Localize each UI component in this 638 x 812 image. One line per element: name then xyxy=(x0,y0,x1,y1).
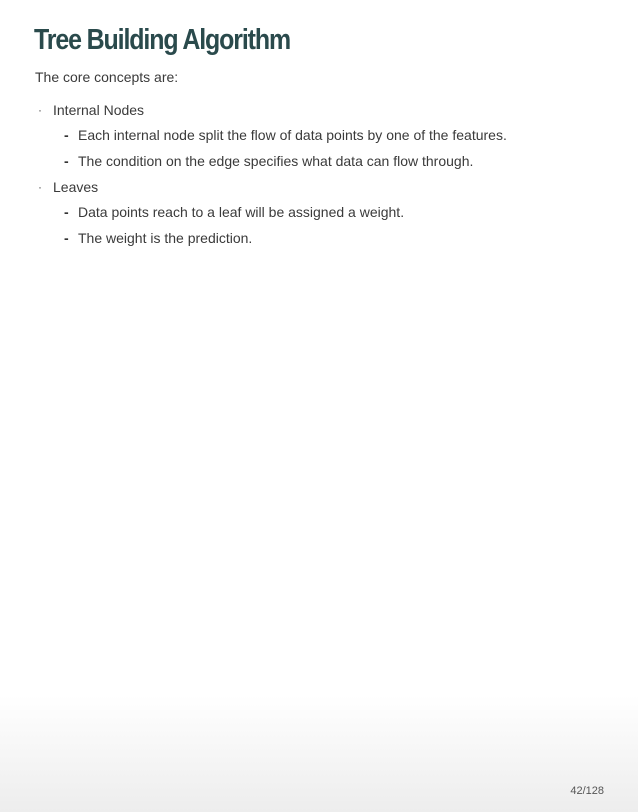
slide-title: Tree Building Algorithm xyxy=(34,24,291,56)
bullet-icon: · xyxy=(38,180,42,194)
dash-icon: - xyxy=(64,230,69,246)
page-number: 42/128 xyxy=(570,785,604,797)
dash-icon: - xyxy=(64,204,69,220)
sub-list-item-label: The weight is the prediction. xyxy=(78,230,253,246)
intro-text: The core concepts are: xyxy=(35,69,179,85)
list-item-label: Leaves xyxy=(53,179,99,195)
dash-icon: - xyxy=(64,153,69,169)
sub-list-item-label: Each internal node split the flow of data points by one of the features. xyxy=(78,127,507,143)
sub-list-item-label: The condition on the edge specifies what data can flow through. xyxy=(78,153,474,169)
sub-list-item-label: Data points reach to a leaf will be assigned a weight. xyxy=(78,204,405,220)
dash-icon: - xyxy=(64,127,69,143)
list-item-label: Internal Nodes xyxy=(53,102,145,118)
bullet-icon: · xyxy=(38,103,42,117)
